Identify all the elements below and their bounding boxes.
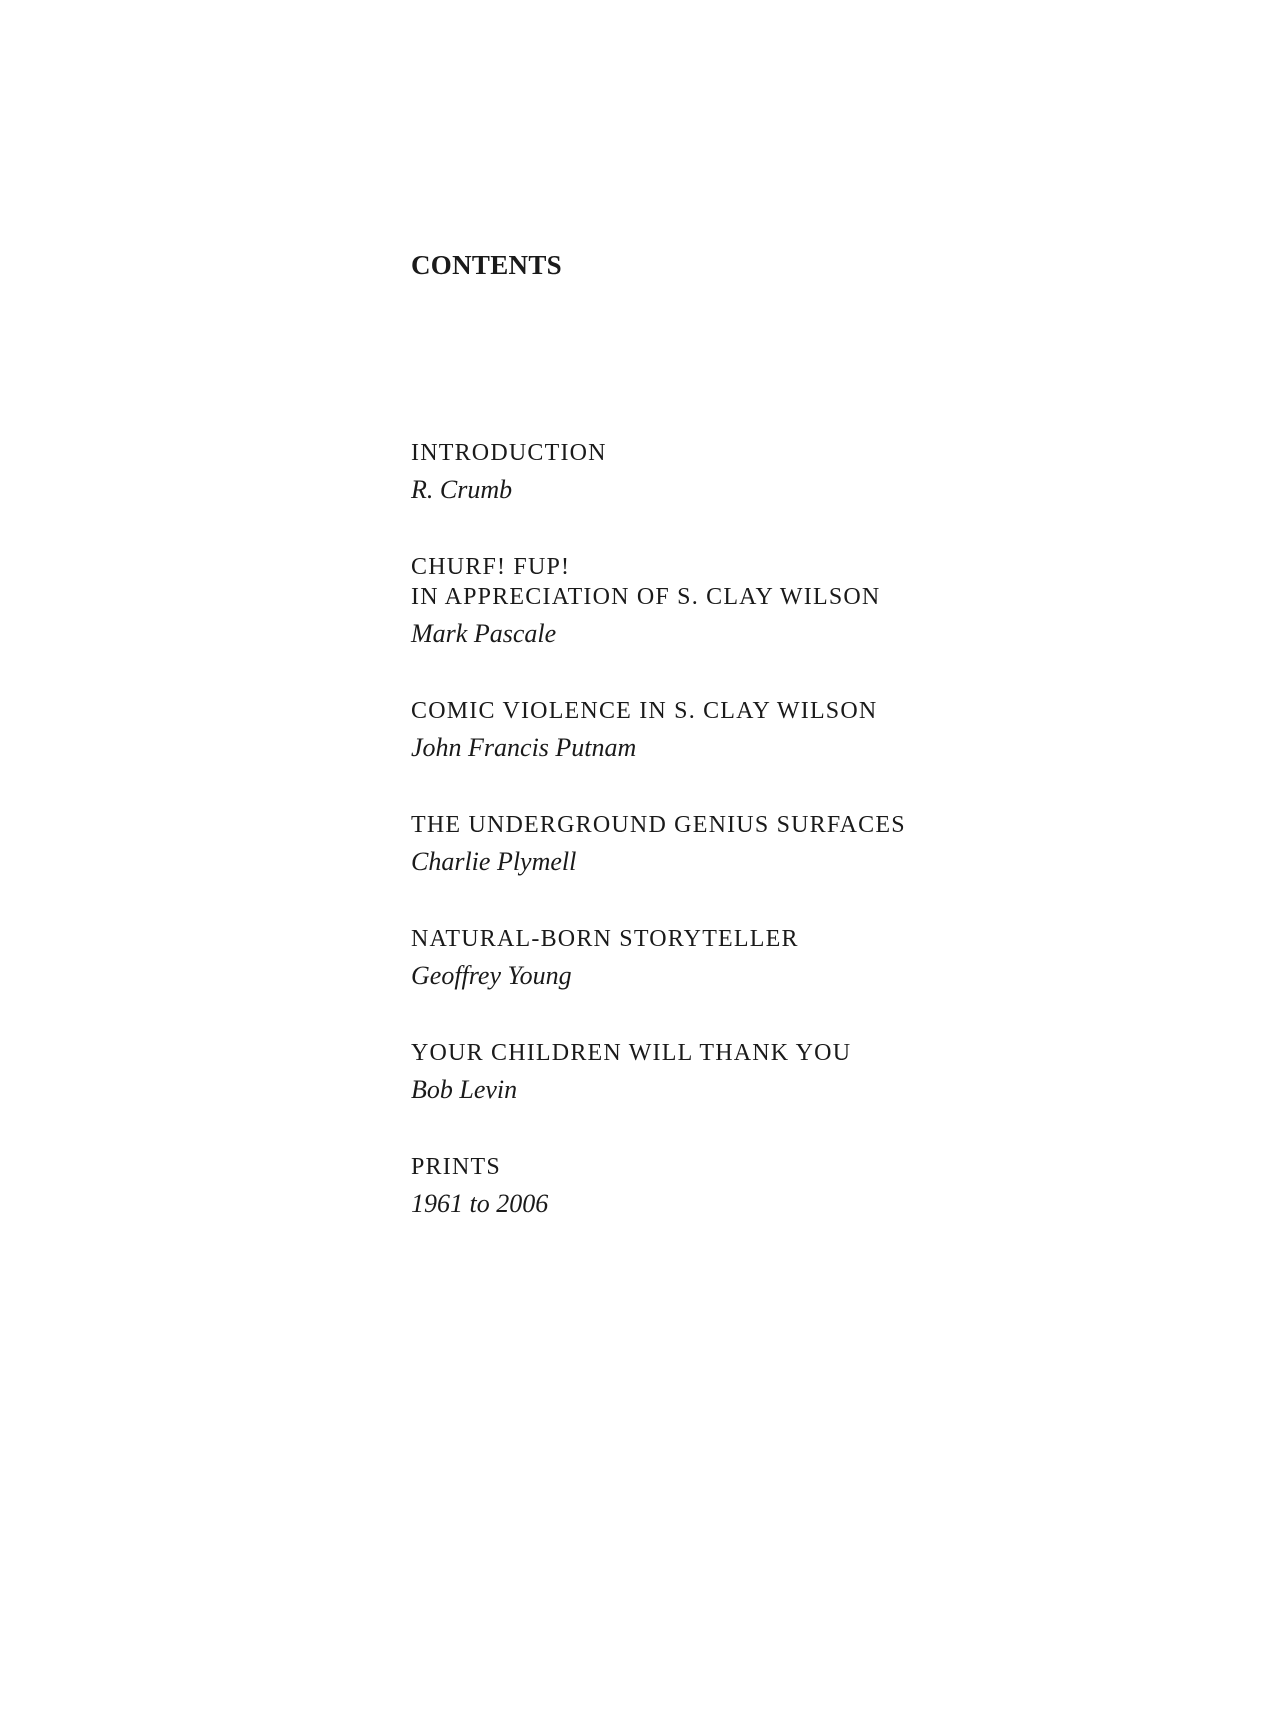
toc-entry-author: 1961 to 2006 [411, 1189, 549, 1218]
toc-entry-title: INTRODUCTION [411, 440, 607, 466]
toc-entry-prints [411, 1152, 1231, 1222]
toc-entry-natural-born-storyteller [411, 924, 1231, 994]
toc-entry-title: IN APPRECIATION OF S. CLAY WILSON [411, 584, 881, 610]
toc-entry-title: THE UNDERGROUND GENIUS SURFACES [411, 812, 906, 838]
toc-entry-title: CHURF! FUP! [411, 554, 571, 580]
toc-entry-author: Charlie Plymell [411, 847, 577, 876]
toc-entry-title: PRINTS [411, 1154, 501, 1180]
toc-entry-title: YOUR CHILDREN WILL THANK YOU [411, 1040, 852, 1066]
toc-entry-underground-genius [411, 810, 1231, 880]
toc-entry-author: Geoffrey Young [411, 961, 572, 990]
toc-entry-author: Bob Levin [411, 1075, 518, 1104]
toc-entry-your-children [411, 1038, 1231, 1108]
toc-entry-title: NATURAL-BORN STORYTELLER [411, 926, 799, 952]
toc-entry-author: R. Crumb [411, 475, 513, 504]
toc-entry-churf-fup [411, 552, 1231, 652]
page-title: CONTENTS [411, 250, 562, 280]
toc-entry-author: John Francis Putnam [411, 733, 637, 762]
toc-entry-comic-violence [411, 696, 1231, 766]
toc-entry-title: COMIC VIOLENCE IN S. CLAY WILSON [411, 698, 878, 724]
table-of-contents [411, 438, 1231, 1266]
toc-entry-introduction [411, 438, 1231, 508]
toc-entry-author: Mark Pascale [411, 619, 557, 648]
